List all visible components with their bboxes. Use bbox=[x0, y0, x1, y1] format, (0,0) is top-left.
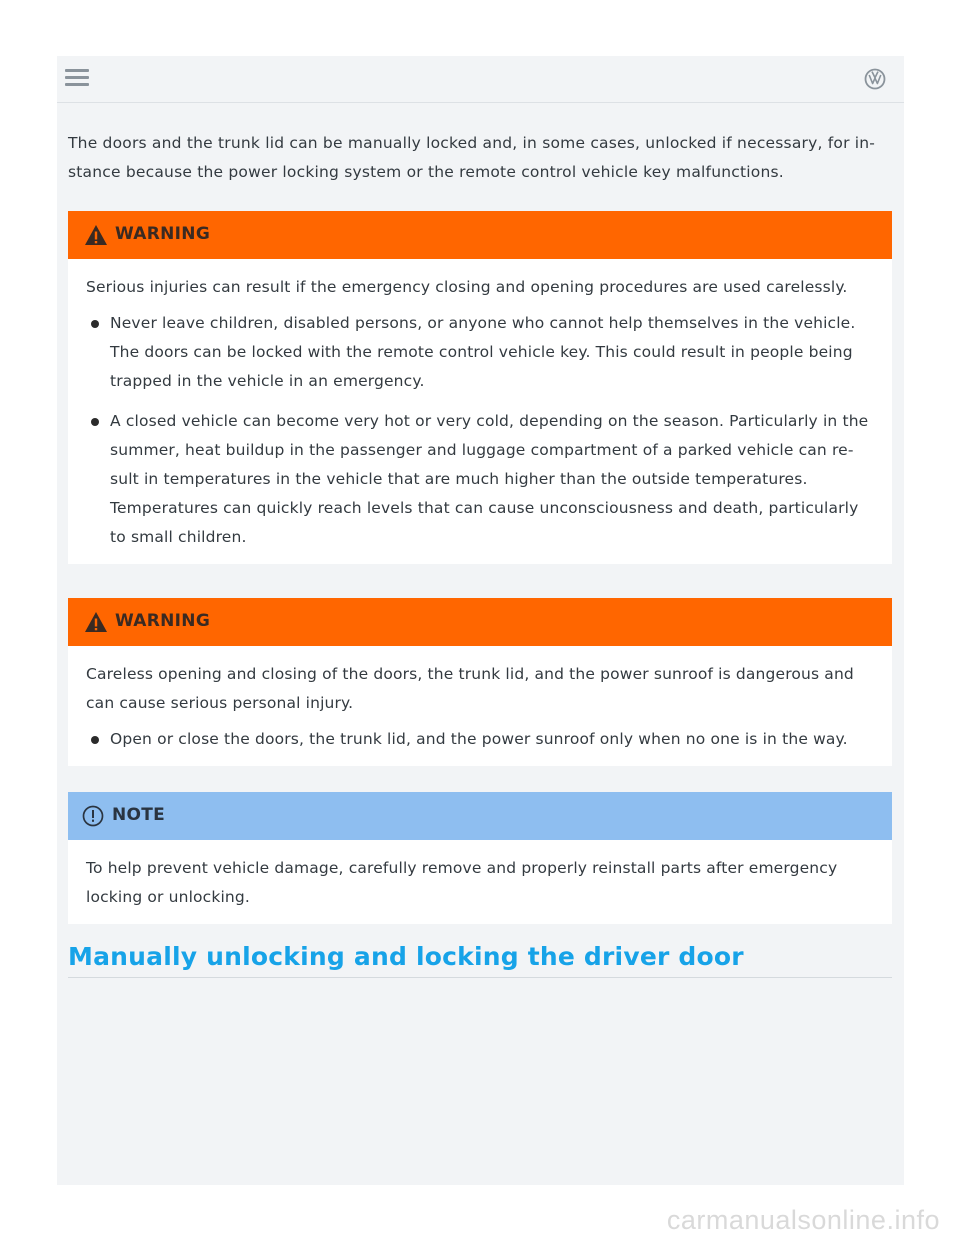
top-bar bbox=[57, 56, 904, 103]
warning-label: WARNING bbox=[115, 224, 211, 244]
vw-logo-icon[interactable] bbox=[864, 68, 886, 90]
warning-header bbox=[68, 211, 892, 259]
note-box bbox=[68, 792, 892, 924]
watermark-text: carmanualsonline.info bbox=[666, 1205, 940, 1235]
list-item: Open or close the doors, the trunk lid, and the power sunroof only when no one is in the way. bbox=[86, 725, 872, 754]
warning-box-2 bbox=[68, 598, 892, 766]
list-item: A closed vehicle can become very hot or very cold, depending on the season. Particularly in the summer, heat buildup in the passenger and luggage compartment of a parked vehicle can re-sult in temperatures in the vehicle that are much higher than the outside temperatures. Temperatures can quickly reach levels that can cause unconsciousness and death, particularly to small children. bbox=[86, 407, 872, 552]
hamburger-menu-icon[interactable] bbox=[65, 69, 89, 89]
warning-header bbox=[68, 598, 892, 646]
intro-paragraph: The doors and the trunk lid can be manually locked and, in some cases, unlocked if necessary, for in-stance because the power locking system or the remote control vehicle key malfunctions. bbox=[68, 134, 876, 181]
exclamation-circle-icon bbox=[82, 805, 104, 827]
warning-lead: Careless opening and closing of the doors, the trunk lid, and the power sunroof is dangerous and can cause serious personal injury. bbox=[86, 665, 854, 712]
list-item: Never leave children, disabled persons, or anyone who cannot help themselves in the vehicle. The doors can be locked with the remote control vehicle key. This could result in people being trapped in the vehicle in an emergency. bbox=[86, 309, 872, 396]
warning-box-1 bbox=[68, 211, 892, 564]
note-text: To help prevent vehicle damage, carefully remove and properly reinstall parts after emergency locking or unlocking. bbox=[86, 859, 838, 906]
warning-lead: Serious injuries can result if the emergency closing and opening procedures are used carelessly. bbox=[86, 278, 848, 296]
warning-triangle-icon bbox=[84, 224, 108, 246]
note-label: NOTE bbox=[112, 805, 166, 825]
section-heading: Manually unlocking and locking the driver door bbox=[68, 942, 892, 978]
manual-page bbox=[57, 56, 904, 1185]
warning-triangle-icon bbox=[84, 611, 108, 633]
warning-label: WARNING bbox=[115, 611, 211, 631]
note-header bbox=[68, 792, 892, 840]
